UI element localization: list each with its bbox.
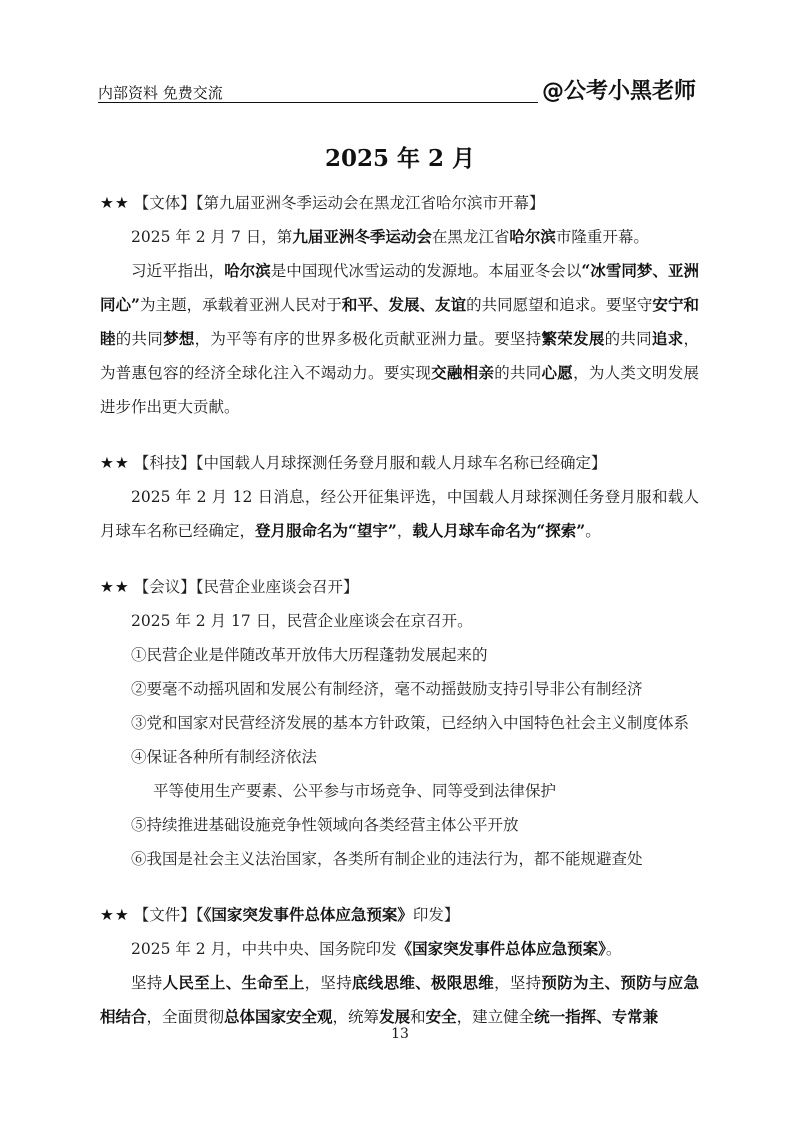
- section-heading: [100, 446, 699, 480]
- section-paragraph: [100, 480, 699, 548]
- section-heading: [100, 186, 699, 220]
- text-run: 市隆重开幕。: [555, 228, 649, 246]
- text-run: 【文件】【: [133, 906, 204, 924]
- bold-run: 安宁和睦: [100, 295, 699, 348]
- section-heading-text: 【文体】【第九届亚洲冬季运动会在黑龙江省哈尔滨市开幕】: [133, 194, 545, 212]
- section-paragraph: [100, 254, 699, 424]
- text-run: 2025 年 2 月 12 日消息，经公开征集评选，中国载人月球探测任务登月服和载人月球车名称已经确定，: [100, 488, 699, 540]
- date-line: [131, 932, 699, 966]
- page-header: [98, 72, 702, 106]
- text-run: ，为普惠包容的经济全球化注入不竭动力。要实现: [100, 330, 699, 382]
- bold-run: 《国家突发事件总体应急预案》: [203, 905, 413, 924]
- bold-run: 底线思维、极限思维: [352, 973, 495, 992]
- section-emergency-plan: [100, 898, 699, 1034]
- bold-run: 追求: [651, 329, 684, 348]
- list-item-continuation: 平等使用生产要素、公平参与市场竞争、同等受到法律保护: [153, 782, 557, 800]
- text-run: 习近平指出，: [131, 262, 225, 280]
- section-heading-text: 【科技】【中国载人月球探测任务登月服和载人月球车名称已经确定】: [133, 454, 607, 472]
- date-line: [131, 220, 699, 254]
- text-run: 。: [585, 522, 601, 540]
- bold-run: 哈尔滨: [509, 227, 556, 246]
- text-run: ，: [396, 522, 413, 540]
- text-run: 的共同: [604, 330, 652, 348]
- text-run: 是中国现代冰雪运动的发源地。本届亚冬会以: [270, 262, 582, 280]
- header-right-text: @公考小黑老师: [541, 79, 696, 104]
- bold-run: 统一指挥、专常兼: [534, 1007, 659, 1026]
- text-run: 。: [605, 940, 622, 958]
- text-run: 和: [410, 1008, 426, 1026]
- list-item: ①民营企业是伴随改革开放伟大历程蓬勃发展起来的: [131, 646, 488, 664]
- section-asian-winter-games: [100, 186, 699, 424]
- bold-run: 交融相亲: [431, 363, 495, 382]
- text-run: ，坚持: [304, 974, 352, 992]
- text-run: ，建立健全: [456, 1008, 535, 1026]
- text-run: 印发】: [412, 906, 460, 924]
- bold-run: 哈尔滨: [224, 261, 271, 280]
- section-heading-text: 【会议】【民营企业座谈会召开】: [133, 578, 359, 596]
- star-rating-icon: ★★: [100, 906, 130, 924]
- section-heading: [100, 898, 699, 932]
- list-item: ③党和国家对民营经济发展的基本方针政策，已经纳入中国特色社会主义制度体系: [131, 714, 690, 732]
- text-run: 的共同: [494, 364, 542, 382]
- section-private-enterprise-symposium: [100, 570, 699, 876]
- text-run: ，为人类文明发展进步作出更大贡献。: [100, 364, 699, 416]
- text-run: 为主题，承载着亚洲人民对于: [139, 296, 342, 314]
- bold-run: 《国家突发事件总体应急预案》: [396, 939, 606, 958]
- section-lunar-exploration: [100, 446, 699, 548]
- bold-run: 九届亚洲冬季运动会: [292, 227, 432, 246]
- bold-run: 发展: [379, 1007, 411, 1026]
- star-rating-icon: ★★: [100, 454, 130, 472]
- star-rating-icon: ★★: [100, 578, 130, 596]
- text-run: 的共同: [115, 330, 164, 348]
- text-run: 2025 年 2 月 7 日，第: [131, 228, 293, 246]
- bold-run: 载人月球车命名为“探索”: [412, 521, 586, 540]
- bold-run: 预防为主、预防与应急相结合: [100, 973, 699, 1026]
- list-item: ⑤持续推进基础设施竞争性领域向各类经营主体公平开放: [131, 816, 519, 834]
- content-body: [100, 186, 699, 1056]
- page-title: 2025 年 2 月: [324, 145, 476, 172]
- bold-run: 繁荣发展: [541, 329, 605, 348]
- bold-run: 和平、发展、友谊: [341, 295, 467, 314]
- header-left-text: 内部资料 免费交流: [98, 84, 223, 102]
- text-run: 的共同愿望和追求。要坚守: [466, 296, 653, 314]
- page-number: 13: [391, 1026, 409, 1042]
- list-item: ②要毫不动摇巩固和发展公有制经济，毫不动摇鼓励支持引导非公有制经济: [131, 680, 643, 698]
- star-rating-icon: ★★: [100, 194, 130, 212]
- list-item: ⑥我国是社会主义法治国家，各类所有制企业的违法行为，都不能规避查处: [131, 850, 643, 868]
- bold-run: 安全: [425, 1007, 457, 1026]
- list-item: ④保证各种所有制经济依法: [131, 748, 318, 766]
- bold-run: 总体国家安全观: [224, 1007, 333, 1026]
- bold-run: 人民至上、生命至上: [162, 973, 305, 992]
- bold-run: 心愿: [541, 363, 574, 382]
- text-run: ，全面贯彻: [146, 1008, 225, 1026]
- list-item: 2025 年 2 月 17 日，民营企业座谈会在京召开。: [131, 612, 473, 630]
- section-paragraph: [100, 966, 699, 1034]
- text-run: ，统筹: [332, 1008, 380, 1026]
- text-run: 在黑龙江省: [431, 228, 510, 246]
- bold-run: 登月服命名为“望宇”: [255, 521, 397, 540]
- text-run: ，为平等有序的世界多极化贡献亚洲力量。要坚持: [194, 330, 542, 348]
- text-run: ，坚持: [494, 974, 542, 992]
- section-heading: [100, 570, 699, 604]
- text-run: 坚持: [131, 974, 163, 992]
- bold-run: 梦想: [163, 329, 195, 348]
- text-run: 2025 年 2 月，中共中央、国务院印发: [131, 940, 397, 958]
- bold-run: “冰雪同梦、亚洲同心”: [100, 261, 699, 314]
- header-rule: [98, 102, 538, 103]
